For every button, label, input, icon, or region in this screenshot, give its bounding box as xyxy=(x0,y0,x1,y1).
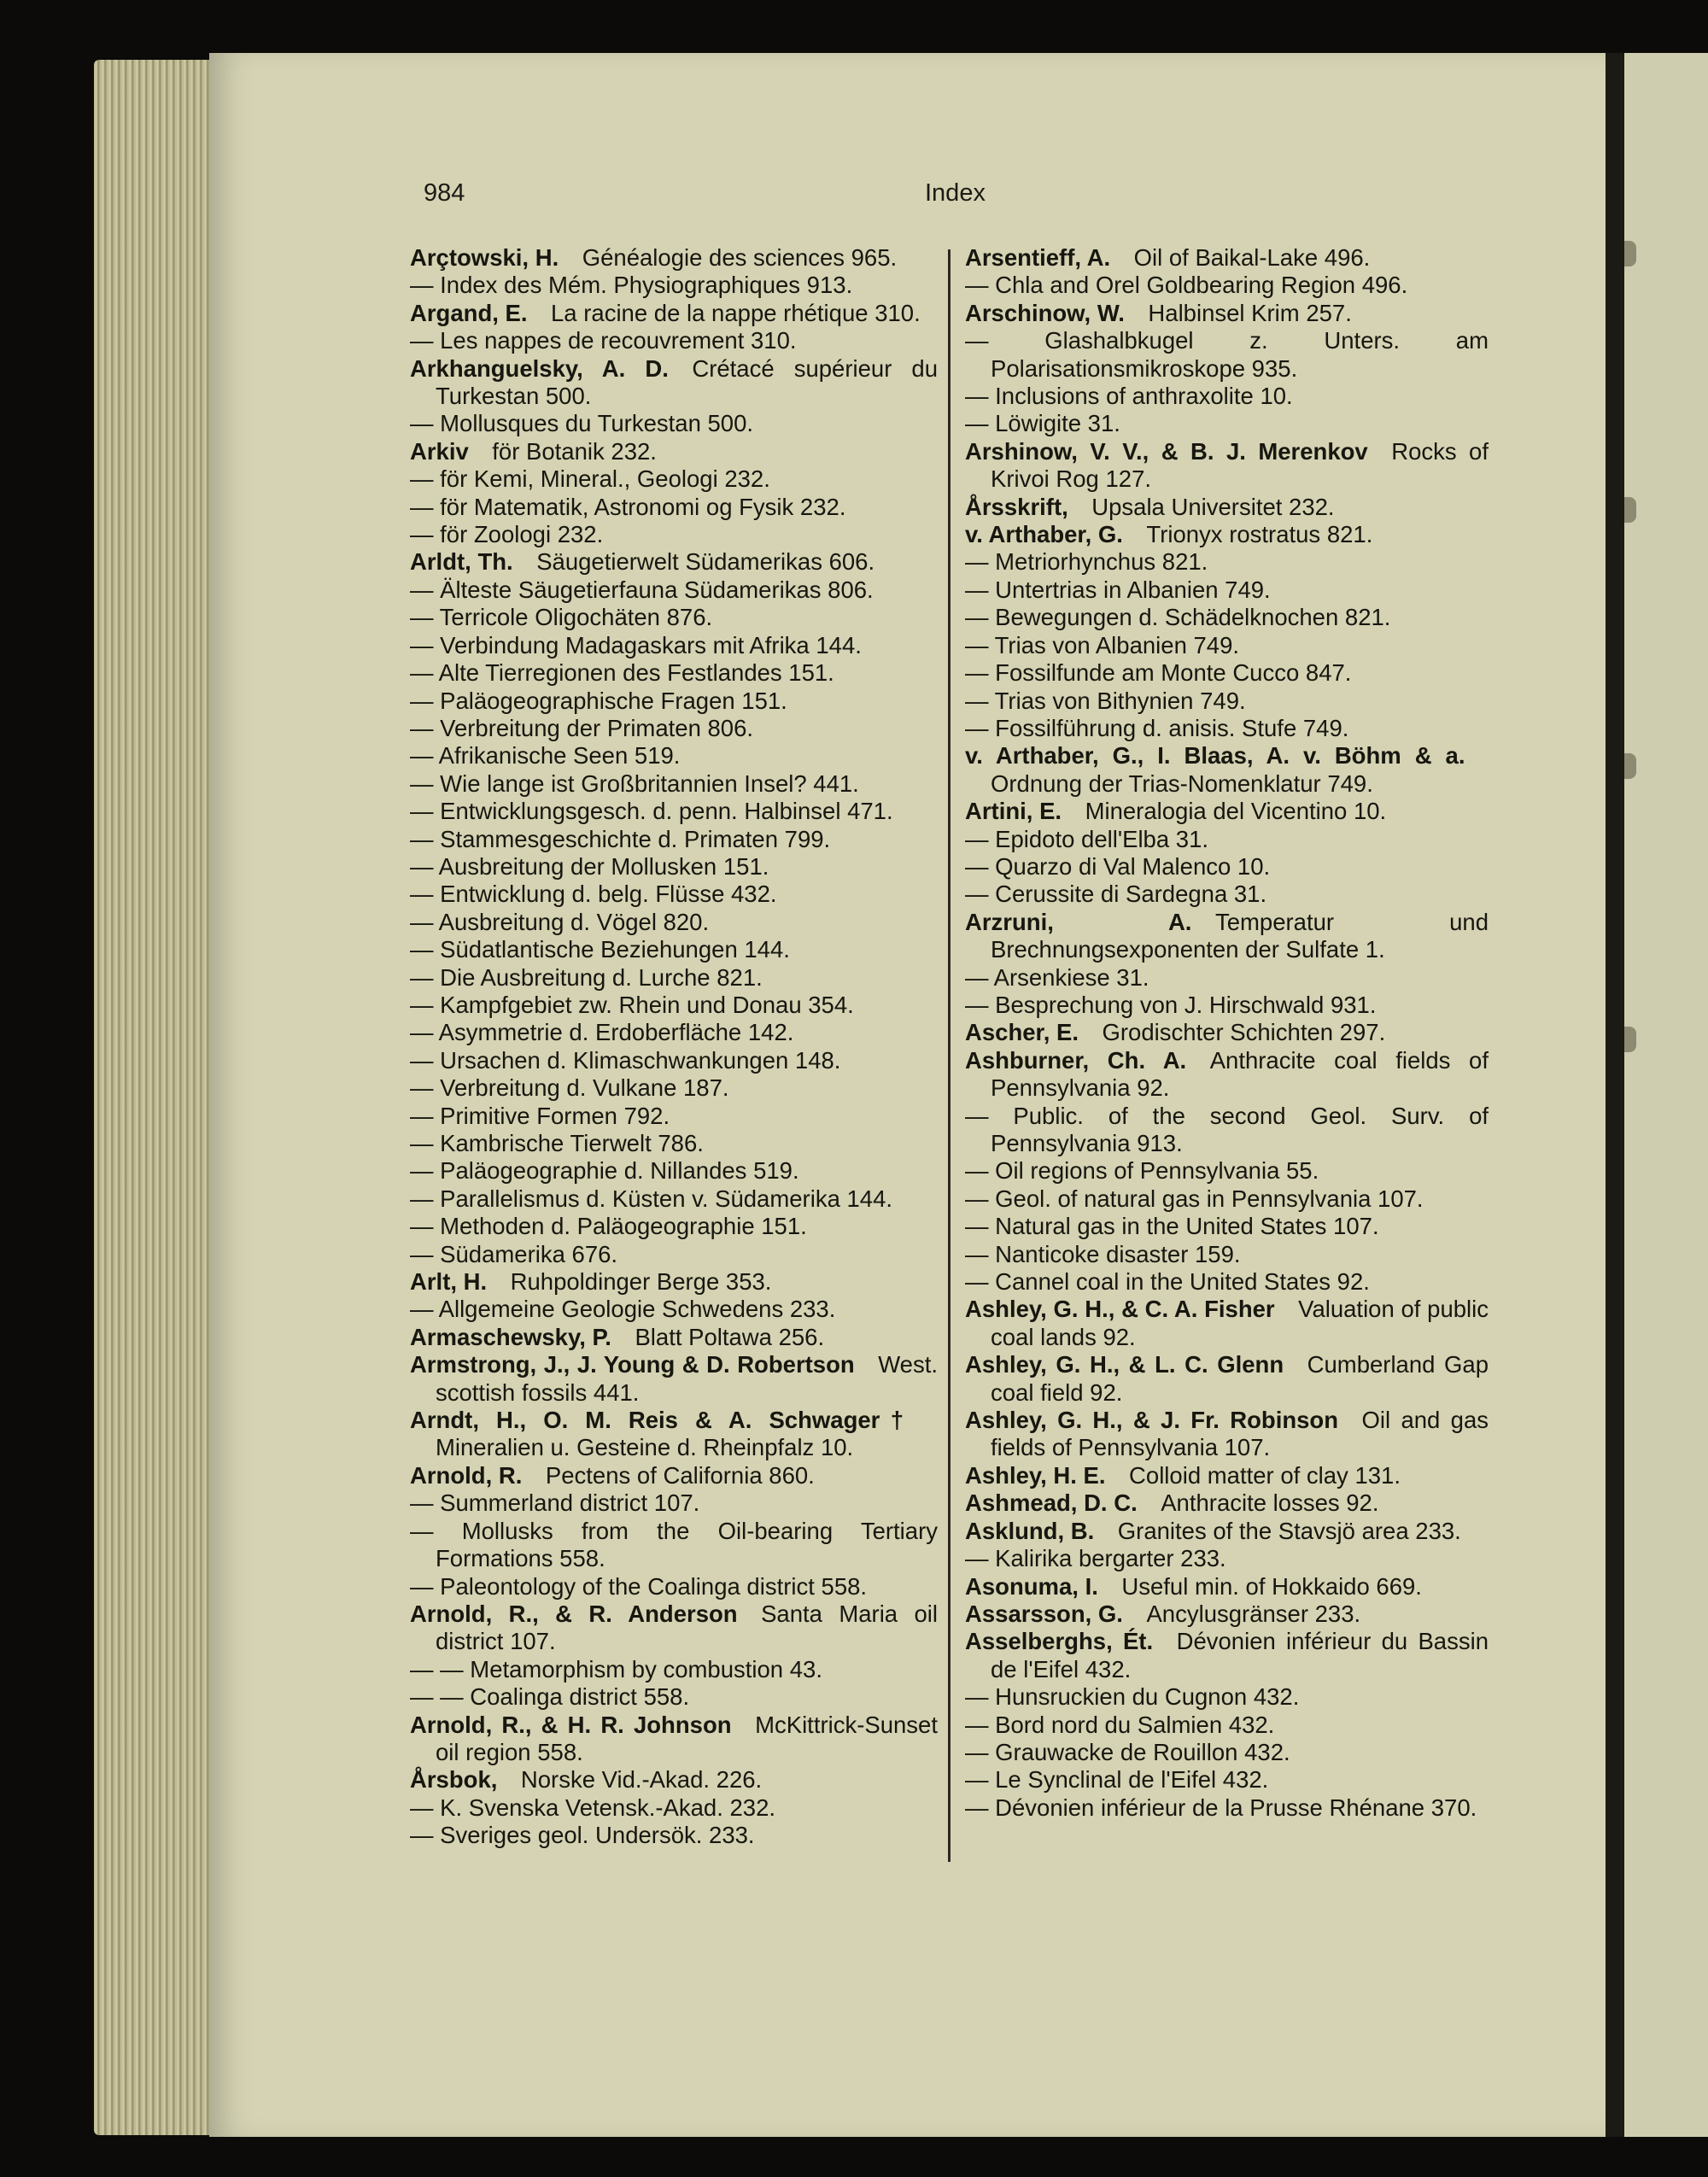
index-entry xyxy=(410,715,938,742)
index-entry xyxy=(965,1489,1489,1517)
entry-title: — Trias von Bithynien 749. xyxy=(965,687,1246,714)
entry-title: Granites of the Stavsjö area 233. xyxy=(1117,1517,1461,1544)
index-entry xyxy=(965,964,1489,992)
entry-title: — Afrikanische Seen 519. xyxy=(410,742,681,770)
index-entry xyxy=(410,909,938,936)
entry-author: Arschinow, W. xyxy=(965,299,1125,326)
entry-title: — Kambrische Tierwelt 786. xyxy=(410,1130,704,1156)
index-entry xyxy=(965,327,1489,383)
index-entry xyxy=(965,1407,1489,1462)
entry-title: — Paleontology of the Coalinga district 558. xyxy=(410,1572,868,1600)
index-entry xyxy=(965,1103,1489,1158)
page-title: Index xyxy=(925,179,986,207)
index-entry xyxy=(410,521,938,548)
index-entry xyxy=(965,244,1489,272)
entry-title: — Public. of the second Geol. Surv. of Pennsylvania 913. xyxy=(965,1102,1489,1156)
entry-title: Temperatur und Brechnungsexponenten der Sulfate 1. xyxy=(991,908,1489,963)
entry-title: — Natural gas in the United States 107. xyxy=(965,1213,1379,1240)
entry-title: Crétacé supérieur du Turkestan 500. xyxy=(436,354,938,410)
entry-title: West. scottish fossils 441. xyxy=(436,1351,938,1406)
entry-title: — Le Synclinal de l'Eifel 432. xyxy=(965,1766,1269,1794)
index-entry xyxy=(965,1019,1489,1046)
entry-author: Ashley, H. E. xyxy=(965,1461,1106,1489)
index-entry xyxy=(410,688,938,715)
index-entry xyxy=(410,1103,938,1130)
index-entry xyxy=(965,715,1489,742)
entry-title: Cumberland Gap coal field 92. xyxy=(991,1351,1489,1406)
entry-author: Asklund, B. xyxy=(965,1517,1095,1544)
index-entry xyxy=(965,1213,1489,1240)
entry-author: Arndt, H., O. M. Reis & A. Schwager† xyxy=(410,1407,915,1434)
entry-title: — Verbindung Madagaskars mit Afrika 144. xyxy=(410,631,862,658)
entry-title: — Asymmetrie d. Erdoberfläche 142. xyxy=(410,1019,794,1046)
index-entry xyxy=(965,1573,1489,1601)
entry-title: Norske Vid.-Akad. 226. xyxy=(520,1766,763,1794)
index-entry xyxy=(965,1462,1489,1489)
index-entry xyxy=(410,494,938,521)
index-entry xyxy=(410,438,938,465)
entry-title: — Verbreitung d. Vulkane 187. xyxy=(410,1074,729,1102)
entry-author: Artini, E. xyxy=(965,798,1062,825)
page-tab xyxy=(1624,497,1636,523)
index-entry xyxy=(410,300,938,327)
index-entry xyxy=(965,1157,1489,1185)
entry-author: Arsentieff, A. xyxy=(965,244,1111,271)
entry-title: — för Matematik, Astronomi og Fysik 232. xyxy=(410,493,846,520)
entry-title: Santa Maria oil district 107. xyxy=(436,1600,938,1655)
index-entry xyxy=(965,992,1489,1019)
index-entry xyxy=(410,881,938,908)
index-entry xyxy=(965,410,1489,437)
entry-author: Armaschewsky, P. xyxy=(410,1323,611,1350)
index-entry xyxy=(965,1047,1489,1103)
entry-title: — Methoden d. Paläogeographie 151. xyxy=(410,1213,807,1240)
entry-author: Arkhanguelsky, A. D. xyxy=(410,354,669,382)
index-entry xyxy=(410,1766,938,1794)
index-entry xyxy=(965,1683,1489,1711)
entry-title: — Südamerika 676. xyxy=(410,1240,618,1267)
entry-title: — Paläogeographische Fragen 151. xyxy=(410,687,787,714)
index-entry xyxy=(965,632,1489,659)
entry-title: McKittrick-Sunset oil region 558. xyxy=(436,1711,938,1765)
entry-author: Arldt, Th. xyxy=(410,548,513,576)
index-entry xyxy=(410,465,938,493)
index-entry xyxy=(410,1351,938,1407)
entry-title: — Fossilfunde am Monte Cucco 847. xyxy=(965,659,1352,687)
index-entry xyxy=(410,355,938,411)
entry-title: Halbinsel Krim 257. xyxy=(1148,299,1352,326)
index-entry xyxy=(965,1712,1489,1739)
entry-author: Asonuma, I. xyxy=(965,1572,1098,1600)
page-tab xyxy=(1624,241,1636,266)
index-entry xyxy=(410,1407,938,1462)
entry-title: för Botanik 232. xyxy=(492,437,657,465)
entry-title: — Verbreitung der Primaten 806. xyxy=(410,714,754,741)
entry-author: Arkiv xyxy=(410,437,469,465)
entry-title: — Dévonien inférieur de la Prusse Rhénane 370. xyxy=(965,1794,1477,1821)
entry-author: Asselberghs, Ét. xyxy=(965,1628,1154,1655)
entry-title: — Alte Tierregionen des Festlandes 151. xyxy=(410,659,834,687)
page-edges xyxy=(94,60,222,2135)
entry-title: — Ausbreitung der Mollusken 151. xyxy=(410,852,769,880)
index-entry xyxy=(410,1573,938,1601)
entry-title: Oil and gas fields of Pennsylvania 107. xyxy=(991,1407,1489,1461)
index-entry xyxy=(410,659,938,687)
index-entry xyxy=(410,1019,938,1046)
entry-title: — Inclusions of anthraxolite 10. xyxy=(965,383,1293,410)
entry-title: — Bewegungen d. Schädelknochen 821. xyxy=(965,604,1391,631)
entry-title: — Grauwacke de Rouillon 432. xyxy=(965,1738,1290,1765)
index-entry xyxy=(410,576,938,604)
entry-title: Trionyx rostratus 821. xyxy=(1146,521,1373,548)
entry-title: — Untertrias in Albanien 749. xyxy=(965,576,1271,603)
entry-title: — Quarzo di Val Malenco 10. xyxy=(965,852,1271,880)
page-number: 984 xyxy=(424,179,465,207)
entry-author: Årsbok, xyxy=(410,1766,498,1794)
entry-author: Arnold, R., & R. Anderson xyxy=(410,1600,738,1627)
entry-title: Généalogie des sciences 965. xyxy=(582,244,898,271)
index-entry xyxy=(410,1822,938,1849)
entry-title: — Summerland district 107. xyxy=(410,1489,700,1517)
entry-title: — Terricole Oligochäten 876. xyxy=(410,604,713,631)
entry-title: Valuation of public coal lands 92. xyxy=(991,1296,1489,1350)
entry-title: Rocks of Krivoi Rog 127. xyxy=(991,437,1489,493)
entry-title: — Kalirika bergarter 233. xyxy=(965,1545,1226,1572)
index-entry xyxy=(410,1489,938,1517)
entry-author: Arshinow, V. V., & B. J. Merenkov xyxy=(965,437,1368,465)
index-entry xyxy=(965,604,1489,631)
entry-title: — Les nappes de recouvrement 310. xyxy=(410,327,797,354)
index-entry xyxy=(410,1130,938,1157)
index-entry xyxy=(965,1601,1489,1628)
index-entry xyxy=(965,798,1489,825)
entry-title: — K. Svenska Vetensk.-Akad. 232. xyxy=(410,1794,776,1821)
index-entry xyxy=(410,632,938,659)
entry-title: Säugetierwelt Südamerikas 606. xyxy=(536,548,875,576)
entry-title: — Besprechung von J. Hirschwald 931. xyxy=(965,991,1377,1018)
index-entry xyxy=(965,272,1489,299)
entry-title: Colloid matter of clay 131. xyxy=(1129,1461,1401,1489)
index-entry xyxy=(965,521,1489,548)
entry-title: — Geol. of natural gas in Pennsylvania 107. xyxy=(965,1185,1424,1212)
entry-author: Ashley, G. H., & J. Fr. Robinson xyxy=(965,1407,1339,1434)
index-entry xyxy=(965,853,1489,881)
index-entry xyxy=(410,1683,938,1711)
entry-title: — Allgemeine Geologie Schwedens 233. xyxy=(410,1296,836,1323)
index-entry xyxy=(410,1324,938,1351)
entry-title: Dévonien inférieur du Bassin de l'Eifel 432. xyxy=(991,1628,1489,1682)
entry-title: — Die Ausbreitung d. Lurche 821. xyxy=(410,963,763,991)
entry-author: v. Arthaber, G. xyxy=(965,521,1123,548)
entry-author: Arlt, H. xyxy=(410,1268,488,1296)
index-entry xyxy=(410,826,938,853)
entry-author: Arnold, R., & H. R. Johnson xyxy=(410,1711,732,1738)
index-entry xyxy=(965,1628,1489,1683)
entry-title: — Cerussite di Sardegna 31. xyxy=(965,881,1267,908)
index-entry xyxy=(410,992,938,1019)
entry-title: — Ursachen d. Klimaschwankungen 148. xyxy=(410,1046,841,1074)
entry-title: Grodischter Schichten 297. xyxy=(1102,1019,1386,1046)
index-entry xyxy=(410,548,938,576)
entry-title: — Löwigite 31. xyxy=(965,410,1120,437)
entry-title: — — Metamorphism by combustion 43. xyxy=(410,1655,822,1682)
entry-title: Mineralien u. Gesteine d. Rheinpfalz 10. xyxy=(436,1434,854,1461)
index-entry xyxy=(965,438,1489,494)
entry-title: Ancylusgränser 233. xyxy=(1146,1600,1361,1627)
entry-title: — Epidoto dell'Elba 31. xyxy=(965,825,1209,852)
index-entry xyxy=(410,936,938,963)
entry-title: — Paläogeographie d. Nillandes 519. xyxy=(410,1157,799,1185)
index-entry xyxy=(410,244,938,272)
index-entry xyxy=(965,688,1489,715)
index-entry xyxy=(965,1794,1489,1822)
index-entry xyxy=(965,1185,1489,1213)
index-entry xyxy=(965,1268,1489,1296)
index-entry xyxy=(965,300,1489,327)
entry-title: Ruhpoldinger Berge 353. xyxy=(510,1268,772,1296)
entry-title: — Trias von Albanien 749. xyxy=(965,631,1240,658)
entry-author: Ashley, G. H., & L. C. Glenn xyxy=(965,1351,1284,1378)
page-tab xyxy=(1624,1027,1636,1052)
entry-author: v. Arthaber, G., I. Blaas, A. v. Böhm & a. xyxy=(965,742,1465,770)
entry-title: — Nanticoke disaster 159. xyxy=(965,1240,1241,1267)
entry-author: Armstrong, J., J. Young & D. Robertson xyxy=(410,1351,855,1378)
index-entry xyxy=(965,1296,1489,1351)
entry-author: Ashley, G. H., & C. A. Fisher xyxy=(965,1296,1275,1323)
entry-author: Ashmead, D. C. xyxy=(965,1489,1138,1517)
index-entry xyxy=(965,742,1489,798)
index-entry xyxy=(965,494,1489,521)
entry-author: Arzruni, A. xyxy=(965,908,1192,935)
entry-title: — Glashalbkugel z. Unters. am Polarisationsmikroskope 935. xyxy=(965,327,1489,382)
index-entry xyxy=(410,1047,938,1074)
entry-title: — Ausbreitung d. Vögel 820. xyxy=(410,908,710,935)
index-entry xyxy=(965,1241,1489,1268)
index-entry xyxy=(410,1241,938,1268)
index-entry xyxy=(410,1185,938,1213)
index-entry xyxy=(410,742,938,770)
index-entry xyxy=(965,881,1489,908)
entry-author: Arnold, R. xyxy=(410,1461,523,1489)
index-entry xyxy=(410,964,938,992)
entry-title: — Metriorhynchus 821. xyxy=(965,548,1208,576)
index-entry xyxy=(410,1074,938,1102)
column-divider xyxy=(948,249,951,1862)
index-entry xyxy=(410,1268,938,1296)
entry-title: — Hunsruckien du Cugnon 432. xyxy=(965,1683,1300,1711)
index-entry xyxy=(410,1601,938,1656)
index-entry xyxy=(410,410,938,437)
index-entry xyxy=(410,798,938,825)
entry-title: — Sveriges geol. Undersök. 233. xyxy=(410,1822,755,1849)
entry-author: Assarsson, G. xyxy=(965,1600,1123,1627)
book-gutter xyxy=(1606,53,1624,2137)
entry-title: Anthracite losses 92. xyxy=(1161,1489,1379,1517)
index-column-left xyxy=(410,244,938,1850)
index-entry xyxy=(410,1712,938,1767)
index-entry xyxy=(410,1462,938,1489)
entry-title: — Entwicklungsgesch. d. penn. Halbinsel 471. xyxy=(410,798,893,825)
index-entry xyxy=(410,1518,938,1573)
index-entry xyxy=(410,1656,938,1683)
index-entry xyxy=(965,1518,1489,1545)
page-tab xyxy=(1624,753,1636,779)
index-entry xyxy=(410,1213,938,1240)
index-entry xyxy=(965,576,1489,604)
entry-title: — för Kemi, Mineral., Geologi 232. xyxy=(410,465,770,493)
entry-title: — — Coalinga district 558. xyxy=(410,1683,690,1711)
entry-title: — Mollusks from the Oil-bearing Tertiary Formations 558. xyxy=(410,1517,938,1572)
entry-title: Useful min. of Hokkaido 669. xyxy=(1121,1572,1422,1600)
index-entry xyxy=(410,327,938,354)
entry-title: — Bord nord du Salmien 432. xyxy=(965,1711,1275,1738)
index-entry xyxy=(410,853,938,881)
index-entry xyxy=(965,659,1489,687)
entry-title: — Älteste Säugetierfauna Südamerikas 806. xyxy=(410,576,874,603)
index-entry xyxy=(410,604,938,631)
entry-author: Årsskrift, xyxy=(965,493,1068,520)
entry-title: — Chla and Orel Goldbearing Region 496. xyxy=(965,272,1408,299)
index-entry xyxy=(965,548,1489,576)
entry-title: — Mollusques du Turkestan 500. xyxy=(410,410,754,437)
entry-title: Pectens of California 860. xyxy=(545,1461,815,1489)
entry-title: — Cannel coal in the United States 92. xyxy=(965,1268,1370,1296)
entry-title: — Fossilführung d. anisis. Stufe 749. xyxy=(965,714,1349,741)
index-entry xyxy=(965,909,1489,964)
entry-title: Anthracite coal fields of Pennsylvania 92. xyxy=(991,1046,1489,1102)
entry-title: — Wie lange ist Großbritannien Insel? 441. xyxy=(410,770,859,797)
index-entry xyxy=(410,770,938,798)
index-entry xyxy=(965,1545,1489,1572)
entry-title: La racine de la nappe rhétique 310. xyxy=(551,299,921,326)
index-entry xyxy=(965,1766,1489,1794)
index-entry xyxy=(410,1296,938,1323)
entry-title: — Index des Mém. Physiographiques 913. xyxy=(410,272,853,299)
entry-title: — Parallelismus d. Küsten v. Südamerika 144. xyxy=(410,1185,893,1212)
index-entry xyxy=(410,272,938,299)
entry-title: — Südatlantische Beziehungen 144. xyxy=(410,936,790,963)
index-entry xyxy=(965,1351,1489,1407)
entry-title: — Oil regions of Pennsylvania 55. xyxy=(965,1157,1319,1185)
entry-title: — Primitive Formen 792. xyxy=(410,1102,670,1129)
entry-author: Ascher, E. xyxy=(965,1019,1079,1046)
entry-title: Upsala Universitet 232. xyxy=(1091,493,1335,520)
index-column-right xyxy=(965,244,1489,1822)
entry-title: — Arsenkiese 31. xyxy=(965,963,1149,991)
entry-title: — för Zoologi 232. xyxy=(410,521,604,548)
entry-title: Ordnung der Trias-Nomenklatur 749. xyxy=(991,770,1373,797)
index-entry xyxy=(965,826,1489,853)
entry-title: Blatt Poltawa 256. xyxy=(635,1323,825,1350)
entry-title: — Entwicklung d. belg. Flüsse 432. xyxy=(410,881,777,908)
index-entry xyxy=(410,1794,938,1822)
index-entry xyxy=(965,1739,1489,1766)
entry-title: Oil of Baikal-Lake 496. xyxy=(1133,244,1371,271)
facing-page-edge xyxy=(1624,53,1708,2137)
entry-author: Ashburner, Ch. A. xyxy=(965,1046,1187,1074)
entry-author: Arçtowski, H. xyxy=(410,244,559,271)
index-entry xyxy=(965,383,1489,410)
entry-author: Argand, E. xyxy=(410,299,528,326)
entry-title: Mineralogia del Vicentino 10. xyxy=(1085,798,1387,825)
entry-title: — Kampfgebiet zw. Rhein und Donau 354. xyxy=(410,991,854,1018)
index-entry xyxy=(410,1157,938,1185)
entry-title: — Stammesgeschichte d. Primaten 799. xyxy=(410,825,831,852)
